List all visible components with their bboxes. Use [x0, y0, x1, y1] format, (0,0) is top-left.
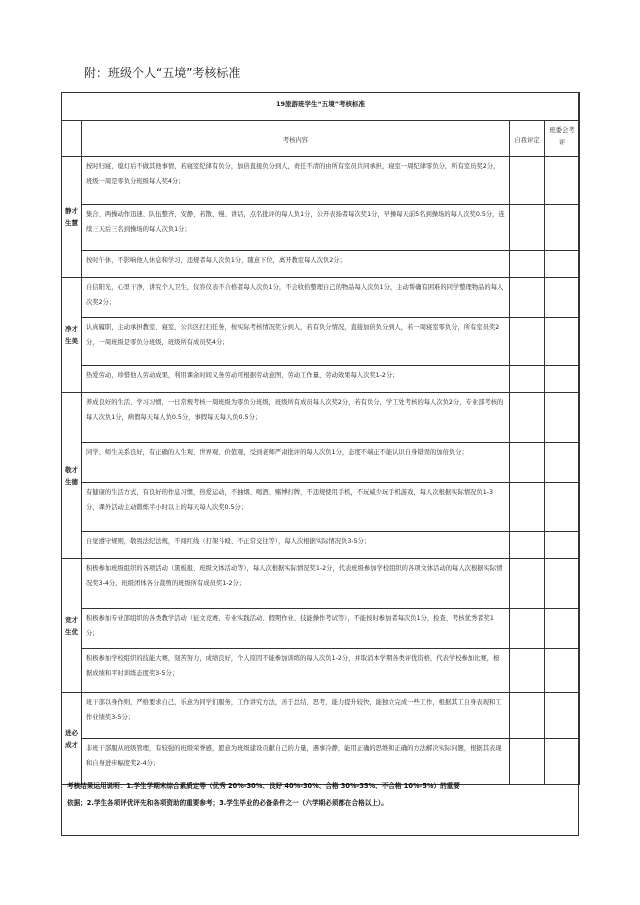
criterion-cell: 热爱劳动，珍惜他人劳动成果，利用课余时间义务劳动可根据劳动意图、劳动工作量、劳动效果每人次奖1-2分； — [82, 366, 510, 393]
usage-notes — [67, 778, 567, 812]
criterion-cell: 班干部以身作则，严格要求自己，乐意为同学们服务，工作讲究方法，善于总结、思考，能力提升较快，能独立完成一些工作，根据其工自身表现和工作业绩奖3-5分； — [82, 693, 510, 739]
criterion-cell: 按时归寝，熄灯后不做其他事情，若寝室纪律有负分，加倍直接负分到人，责任不清的由所有室员共同承担，寝室一周纪律零负分，所有室员奖2分，班级一周是零负分班级每人奖4分； — [82, 157, 510, 205]
header-self-evaluation: 自我评定 — [510, 121, 545, 157]
usage-notes-line-1: 考核结果运用说明：1.学生学期末综合素质定等（优秀 20%-30%、良好 40%-30%、合格 30%-35%、不合格 10%-5%）的重要 — [67, 782, 460, 790]
category-label: 进必成才 — [62, 693, 82, 785]
category-label: 竞才生优 — [62, 559, 82, 693]
criterion-cell: 自觉遵守规则，敬畏法纪法规，不闯红线（打架斗殴、不正常交往等），每人次根据实际情况负3-5分； — [82, 532, 510, 559]
criterion-cell: 有健康的生活方式，有良好的作息习惯，热爱运动，不抽烟、喝酒、赌博打牌，不违规使用手机，不玩威少玩手机游戏，每人次根据实际情况负1-3分，课外活动主动锻炼半小时以上的每天每人次奖0.5分； — [82, 483, 510, 532]
criterion-cell: 认真履职，主动承担教室、寝室、公共区打扫任务，按实际考核情况奖分到人，若有负分情况，直接加倍负分到人，若一周寝室零负分，所有室员奖2分，一周班级是零负分班级，班级所有成员奖4分； — [82, 318, 510, 366]
criterion-cell: 按时午休，不影响他人休息和学习，违规者每人次负1分，随意下位，离开教室每人次负2分； — [82, 251, 510, 278]
criterion-cell: 自信阳光，心里干净，讲究个人卫生，仪容仪表不合格者每人次负1分，不会收拾整理自己的物品每人次负1分，主动帮确有困难的同学整理物品的每人次奖2分； — [82, 278, 510, 318]
table-caption: 19旅游班学生“五境”考核标准 — [62, 93, 580, 121]
category-label: 静才生慧 — [62, 157, 82, 278]
category-label: 净才生美 — [62, 278, 82, 393]
page-title: 附：班级个人“五境”考核标准 — [84, 66, 241, 80]
criterion-cell: 养成良好的生活、学习习惯，一日常规考核一周班级为零负分班级，班级所有成员每人次奖2分，若有负分，学工处考核的每人次负2分，专业部考核的每人次负1分，病假每天每人负0.5分，事假每天每人负0.5分； — [82, 393, 510, 443]
criterion-cell: 集合、两操动作迅速、队伍整齐、安静、若散、慢、讲话，点名批评的每人负1分，公开表扬者每次奖1分，早操每天前5名到操场的每人次奖0.5分，连续三天后三名到操场的每人次负1分； — [82, 205, 510, 251]
criterion-cell: 积极参加专业部组织的各类教学活动（征文竞赛、专业实践活动、假期作业、技能操作考试等），不能按时参加者每次负1分，检查、考核优秀者奖1分； — [82, 609, 510, 649]
category-label: 敬才生德 — [62, 393, 82, 559]
criterion-cell: 积极参加班级组织的各项活动（黑板报、班级文体活动等），每人次根据实际情况奖1-2分，代表班级参加学校组织的各项文体活动的每人次根据实际情况奖3-4分，班级团体各分裁剪的班级所有成员奖1-2分； — [82, 559, 510, 609]
criterion-cell: 同学、师生关系良好，有正确的人生观、世界观、价值观，受到老师严肃批评的每人次负1分，态度不端正不能认识自身错误的加倍负分； — [82, 443, 510, 483]
header-committee-evaluation: 班委会考评 — [545, 121, 580, 157]
table-outer-frame — [61, 92, 579, 836]
criterion-cell: 非班干部服从班级管理，有较强的班级荣誉感，愿意为班级建设贡献自己的力量，遇事冷静，能用正确的思维和正确的方法解决实际问题，根据其表现和自身进步幅度奖2-4分； — [82, 739, 510, 785]
header-content: 考核内容 — [82, 121, 510, 157]
criterion-cell: 积极参加学校组织的技能大赛，刻苦努力，成绩良好，个人原因不能参加训练的每人次负1-2分，并取消本学期各类评优资格，代表学校参加比赛，根据成绩和平时训练态度奖3-5分； — [82, 649, 510, 693]
usage-notes-line-2: 依据；2.学生各项评优评先和各项资助的重要参考；3.学生毕业的必备条件之一（六学期必须都在合格以上）。 — [67, 799, 388, 807]
